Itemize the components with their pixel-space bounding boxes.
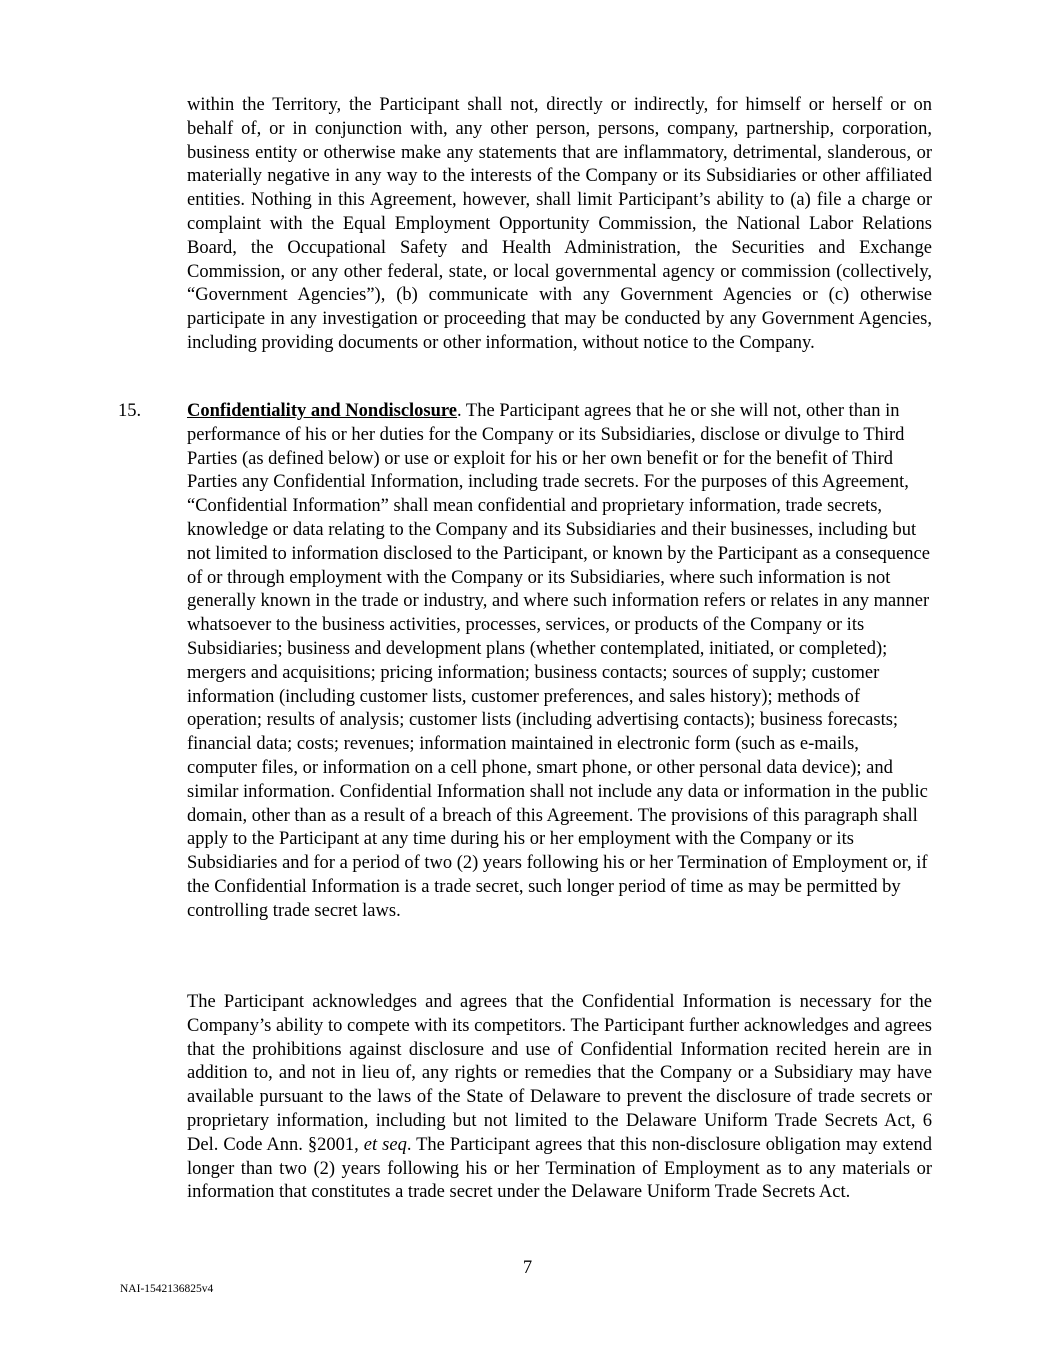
section-number: 15. xyxy=(118,401,142,421)
section-heading: Confidentiality and Nondisclosure xyxy=(187,401,458,421)
paragraph-acknowledgement-part-1: The Participant acknowledges and agrees that the Confidential Information is necessary for the Company’s ability to compete with its competitors. The Participant further acknowledges and agrees that the prohibitions against disclosure and use of Confidential Information recited herein are in addition to, and not in lieu of, any rights or remedies that the Company or a Subsidiary may have available pursuant to the laws of the State of Delaware to prevent the disclosure of trade secrets or proprietary information, including but not limited to the Delaware Uniform Trade Secrets Act, 6 Del. Code Ann. §2001, xyxy=(187,992,932,1155)
et-seq-italic: et seq xyxy=(363,1134,407,1155)
section-heading-period: . xyxy=(457,401,462,421)
paragraph-acknowledgement-part-2: . The Participant agrees that this non-disclosure obligation may extend longer than two (2) years following his or her Termination of Employment as to any materials or information that constitutes a trade secret under the Delaware Uniform Trade Secrets Act. xyxy=(187,1134,932,1203)
page-number: 7 xyxy=(522,1258,533,1278)
section-15-body xyxy=(187,400,932,924)
paragraph-non-disparagement-continued: within the Territory, the Participant shall not, directly or indirectly, for himself or herself or on behalf of, or in conjunction with, any other person, persons, company, partnership, corporation, business entity or otherwise make any statements that are inflammatory, detrimental, slanderous, or materially negative in any way to the interests of the Company or its Subsidiaries or other affiliated entities. Nothing in this Agreement, however, shall limit Participant’s ability to (a) file a charge or complaint with the Equal Employment Opportunity Commission, the National Labor Relations Board, the Occupational Safety and Health Administration, the Securities and Exchange Commission, or any other federal, state, or local governmental agency or commission (collectively, “Government Agencies”), (b) communicate with any Government Agencies or (c) otherwise participate in any investigation or proceeding that may be conducted by any Government Agencies, including providing documents or other information, without notice to the Company. xyxy=(187,95,932,353)
section-15-text: The Participant agrees that he or she will not, other than in performance of his or her duties for the Company or its Subsidiaries, disclose or divulge to Third Parties (as defined below) or use or exploit for his or her own benefit or for the benefit of Third Parties any Confidential Information, including trade secrets. For the purposes of this Agreement, “Confidential Information” shall mean confidential and proprietary information, trade secrets, knowledge or data relating to the Company and its Subsidiaries and their businesses, including but not limited to information disclosed to the Participant, or known by the Participant as a consequence of or through employment with the Company or its Subsidiaries, where such information is not generally known in the trade or industry, and where such information refers or relates in any manner whatsoever to the business activities, processes, services, or products of the Company or its Subsidiaries; business and development plans (whether contemplated, initiated, or completed); mergers and acquisitions; pricing information; business contacts; sources of supply; customer information (including customer lists, customer preferences, and sales history); methods of operation; results of analysis; customer lists (including advertising contacts); business forecasts; financial data; costs; revenues; information maintained in electronic form (such as e-mails, computer files, or information on a cell phone, smart phone, or other personal data device); and similar information. Confidential Information shall not include any data or information in the public domain, other than as a result of a breach of this Agreement. The provisions of this paragraph shall apply to the Participant at any time during his or her employment with the Company or its Subsidiaries and for a period of two (2) years following his or her Termination of Employment or, if the Confidential Information is a trade secret, such longer period of time as may be permitted by controlling trade secret laws. xyxy=(187,401,930,921)
document-id: NAI-1542136825v4 xyxy=(120,1283,214,1295)
paragraph-acknowledgement xyxy=(187,991,932,1205)
